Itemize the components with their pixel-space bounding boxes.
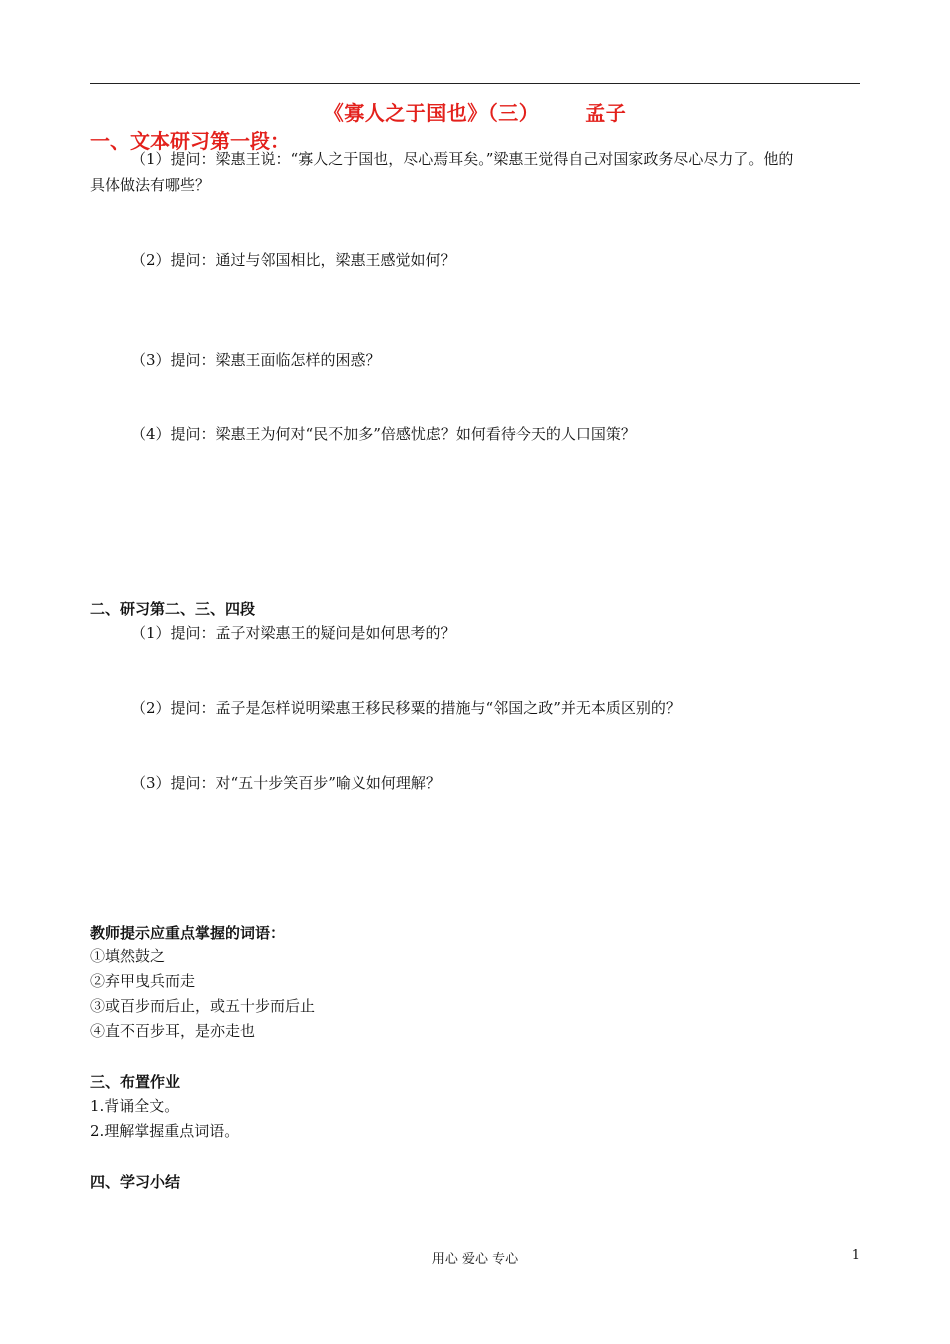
vocab-heading: 教师提示应重点掌握的词语： — [90, 924, 286, 942]
homework-item-2: 2.理解掌握重点词语。 — [90, 1122, 240, 1140]
document-title — [0, 97, 950, 126]
footer-motto: 用心 爱心 专心 — [431, 1252, 519, 1267]
vocab-item-4: ④直不百步耳，是亦走也 — [90, 1022, 256, 1040]
section4-heading: 四、学习小结 — [90, 1173, 181, 1191]
section1-question-1 — [90, 146, 860, 198]
vocab-item-3: ③或百步而后止，或五十步而后止 — [90, 997, 316, 1015]
section2-question-3: （3）提问：对“五十步笑百步”喻义如何理解？ — [131, 774, 441, 792]
vocab-item-2: ②弃甲曳兵而走 — [90, 972, 196, 990]
homework-item-1: 1.背诵全文。 — [90, 1097, 180, 1115]
question-1-line2: 具体做法有哪些？ — [90, 176, 211, 194]
title-author: 孟子 — [585, 101, 627, 125]
section1-heading: 一、文本研习第一段： — [90, 129, 290, 153]
section2-question-2: （2）提问：孟子是怎样说明梁惠王移民移粟的措施与“邻国之政”并无本质区别的？ — [131, 699, 681, 717]
section1-question-2: （2）提问：通过与邻国相比，梁惠王感觉如何？ — [131, 251, 456, 269]
section2-heading: 二、研习第二、三、四段 — [90, 600, 256, 618]
section3-heading: 三、布置作业 — [90, 1073, 181, 1091]
vocab-item-1: ①填然鼓之 — [90, 947, 166, 965]
header-rule — [90, 83, 860, 84]
section1-question-3: （3）提问：梁惠王面临怎样的困惑？ — [131, 351, 381, 369]
title-main: 《寡人之于国也》（三） — [323, 101, 540, 125]
page-number: 1 — [851, 1248, 860, 1263]
question-1-line1: （1）提问：梁惠王说：“寡人之于国也，尽心焉耳矣。”梁惠王觉得自己对国家政务尽心尽力了。他的 — [131, 150, 794, 168]
section2-question-1: （1）提问：孟子对梁惠王的疑问是如何思考的？ — [131, 624, 456, 642]
section1-question-4: （4）提问：梁惠王为何对“民不加多”倍感忧虑？如何看待今天的人口国策？ — [131, 425, 636, 443]
